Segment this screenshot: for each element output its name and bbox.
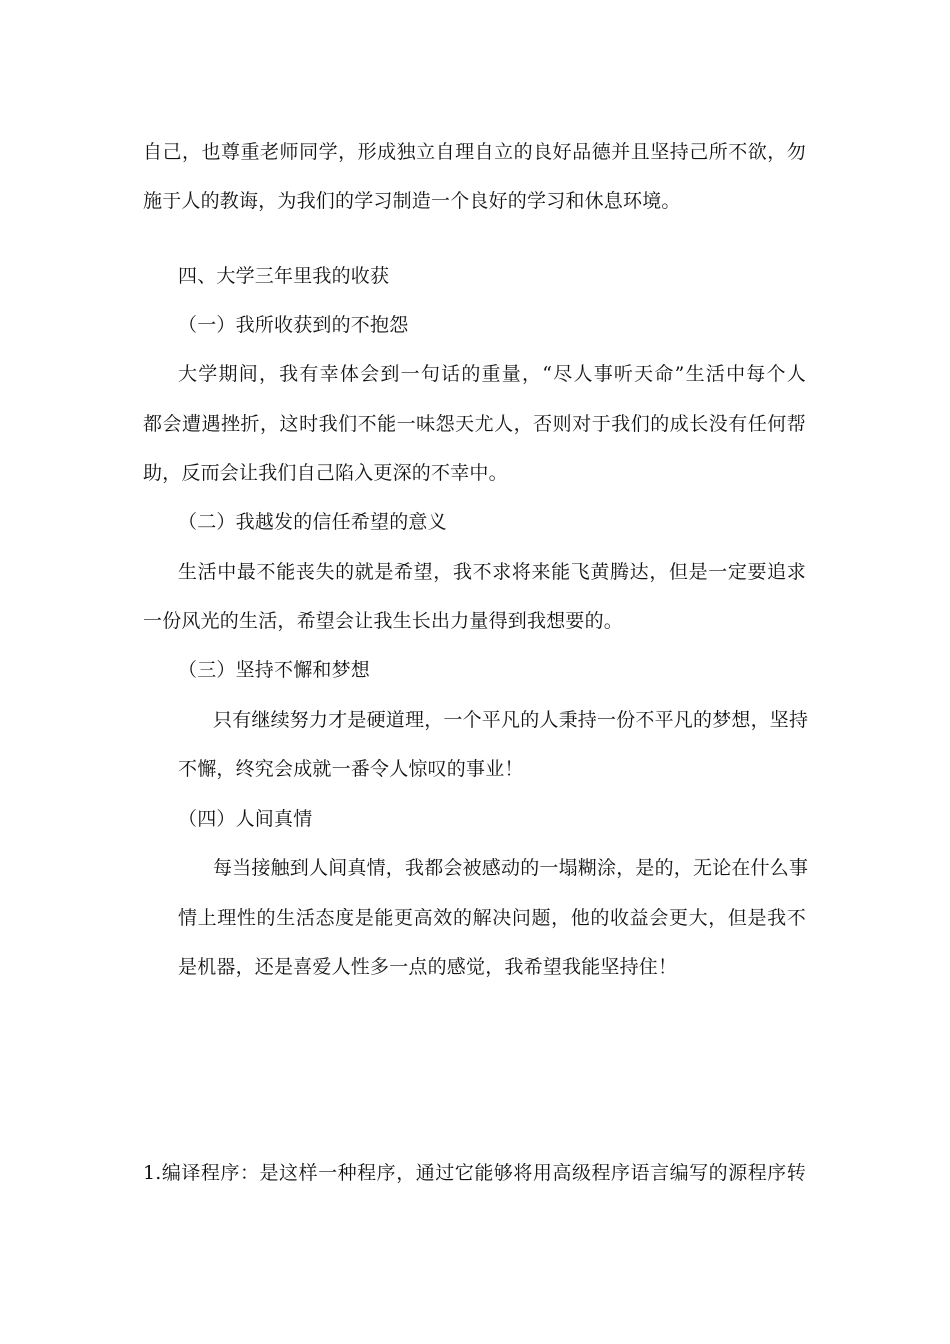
paragraph-line: 情上理性的生活态度是能更高效的解决问题，他的收益会更大，但是我不 [178,907,806,929]
paragraph-line: 是机器，还是喜爱人性多一点的感觉，我希望我能坚持住！ [178,956,678,978]
paragraph-line: 大学期间，我有幸体会到一句话的重量，“尽人事听天命”生活中每个人 [178,363,806,385]
paragraph-line: 自己，也尊重老师同学，形成独立自理自立的良好品德并且坚持己所不欲，勿 [143,141,806,163]
subsection-heading: （四）人间真情 [178,808,313,830]
section-heading: 四、大学三年里我的收获 [178,265,390,287]
subsection-heading: （二）我越发的信任希望的意义 [178,511,447,533]
paragraph-line: 只有继续努力才是硬道理，一个平凡的人秉持一份不平凡的梦想，坚持 [213,709,809,731]
paragraph-line: 不懈，终究会成就一番令人惊叹的事业！ [178,758,524,780]
paragraph-line: 生活中最不能丧失的就是希望，我不求将来能飞黄腾达，但是一定要追求 [178,561,806,583]
subsection-heading: （一）我所收获到的不抱怨 [178,314,409,336]
paragraph-line: 施于人的教诲，为我们的学习制造一个良好的学习和休息环境。 [143,190,681,212]
numbered-definition-line: 1.编译程序：是这样一种程序，通过它能够将用高级程序语言编写的源程序转 [143,1162,806,1184]
subsection-heading: （三）坚持不懈和梦想 [178,659,371,681]
paragraph-line: 都会遭遇挫折，这时我们不能一味怨天尤人，否则对于我们的成长没有任何帮 [143,413,806,435]
paragraph-line: 每当接触到人间真情，我都会被感动的一塌糊涂，是的，无论在什么事 [213,857,809,879]
paragraph-line: 一份风光的生活，希望会让我生长出力量得到我想要的。 [143,610,624,632]
paragraph-line: 助，反而会让我们自己陷入更深的不幸中。 [143,462,508,484]
